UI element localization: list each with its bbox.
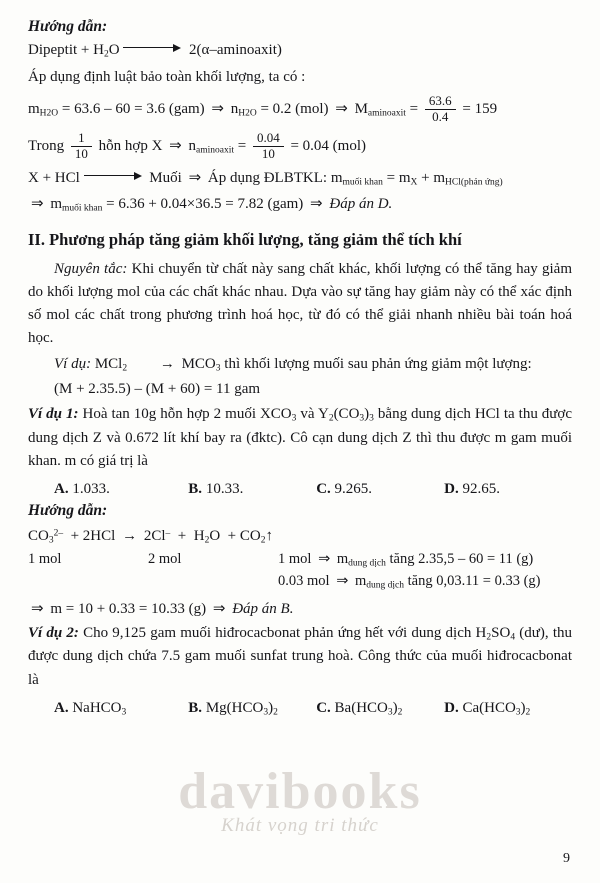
eq-text: = 63.6 – 60 = 3.6 (gam)	[61, 101, 205, 118]
answer-option-a[interactable]: A. 1.033.	[54, 481, 110, 498]
problem-text: (CO	[333, 406, 360, 423]
eq-text: Muối	[149, 170, 182, 187]
vidu1-problem	[28, 403, 572, 473]
eq-text: = 159	[462, 101, 498, 118]
principle-paragraph	[28, 258, 572, 351]
answer-option-d[interactable]: D. $Ca(HCO_3)_2$	[444, 699, 531, 718]
eq-sub: dung dịch	[366, 580, 404, 591]
eq-text: = 0.04 (mol)	[290, 138, 366, 155]
implies-arrow-icon: ⇒	[336, 573, 349, 590]
eq-text: n	[230, 101, 239, 118]
page-number: 9	[563, 851, 570, 866]
right-arrow-icon: →	[159, 355, 175, 372]
vidu1-final-line	[28, 599, 572, 618]
problem-text: bằng dung dịch HCl ta thu được dung dịch Z và 0.672 lít khí bay ra (đktc). Cô cạn dung dịch Z thì thu được m gam muối khan. m có giá trị là	[28, 406, 573, 469]
example-delta-line: (M + 2.35.5) – (M + 60) = 11 gam	[54, 380, 261, 397]
eq-text: Trong	[28, 138, 65, 155]
implies-arrow-icon: ⇒	[31, 600, 44, 617]
eq-text: Dipeptit + H	[28, 42, 104, 58]
eq-text: O	[209, 528, 221, 545]
long-arrow-icon	[84, 171, 146, 180]
eq-text: m	[50, 195, 62, 212]
eq-text: m = 10 + 0.33 = 10.33 (g)	[50, 600, 207, 617]
eq-text: tăng 0,03.11 = 0.33 (g)	[407, 573, 541, 590]
long-arrow-icon	[123, 43, 185, 52]
answer-option-d[interactable]: D. 92.65.	[444, 481, 500, 498]
fraction-one-tenth	[71, 131, 92, 162]
eq-text: = 6.36 + 0.04×36.5 = 7.82 (gam)	[106, 195, 304, 212]
implies-arrow-icon: ⇒	[211, 101, 224, 118]
problem-text: (dư), thu được dung dịch chứa 7.5 gam muối sunfat trung hoà. Công thức của muối hiđrocacbonat là	[28, 624, 572, 688]
eq-text: = m	[386, 170, 411, 187]
eq-sub: 2	[260, 535, 266, 546]
equation-salt-mass	[28, 194, 572, 214]
eq-sub: 2	[103, 49, 109, 60]
implies-arrow-icon: ⇒	[188, 170, 202, 187]
equation-x-hcl	[28, 168, 572, 188]
mol-value: 2 mol	[148, 550, 182, 567]
eq-text: Áp dụng ĐLBTKL:	[207, 170, 328, 187]
eq-text: +	[177, 528, 187, 545]
answer-option-c[interactable]: C. 9.265.	[316, 481, 373, 498]
eq-text: X + HCl	[28, 170, 80, 187]
mol-delta	[278, 551, 572, 569]
mol-row-1	[28, 551, 572, 569]
eq-sub: 2	[204, 535, 210, 546]
fraction-004-over-10	[253, 131, 284, 162]
fraction-denominator: 0.4	[432, 109, 449, 125]
example-line	[28, 353, 572, 376]
problem-text: Cho 9,125 gam muối hiđrocacbonat phản ứng hết với dung dịch H	[83, 624, 487, 641]
equation-dipeptit	[28, 42, 572, 60]
eq-sub: 3	[291, 413, 297, 424]
answer-option-a[interactable]: A. NaHCO$_3$	[54, 699, 127, 718]
answer-option-c[interactable]: C. $Ba(HCO_3)_2$	[316, 699, 403, 718]
eq-text: 2Cl	[143, 528, 166, 545]
equation-mass-water: $m_{H2O} = 63.6 - 60 = 3.6$ (gam) ⇒ $n_{H2O} = 0.2$ (mol) ⇒ $M_{aminoaxit}$ = $\frac{63.6}{0.4}$ = 159	[28, 93, 498, 125]
eq-sup: –	[165, 528, 171, 539]
eq-sub: dung dịch	[348, 558, 386, 569]
eq-sub: 2	[122, 363, 128, 374]
eq-sub: H2O	[39, 108, 59, 119]
eq-sub: 3	[48, 535, 54, 546]
principle-label: Nguyên tắc:	[54, 260, 128, 277]
mol-value: 1 mol	[278, 550, 312, 567]
implies-arrow-icon: ⇒	[310, 195, 323, 212]
vidu1-label: Ví dụ 1:	[28, 406, 79, 423]
section-heading-2: II. Phương pháp tăng giảm khối lượng, tăng giảm thể tích khí	[28, 229, 462, 249]
eq-sub: H2O	[238, 108, 257, 119]
eq-sub: 3	[369, 413, 374, 424]
eq-text: m	[28, 101, 40, 118]
eq-text: H	[193, 528, 205, 545]
mol-value: 1 mol	[28, 550, 62, 567]
fraction-denominator: 10	[261, 146, 275, 162]
implies-arrow-icon: ⇒	[31, 195, 44, 212]
right-arrow-icon: →	[122, 528, 138, 545]
equation-fraction-mixture: Trong $\frac{1}{10}$ hỗn hợp X ⇒ $n_{aminoaxit}$ = $\frac{0.04}{10}$ = 0.04 (mol)	[28, 130, 366, 162]
problem-text: và Y	[300, 406, 329, 423]
eq-text: m	[354, 573, 367, 590]
guide-heading-1: Hướng dẫn:	[28, 18, 108, 35]
eq-sub: X	[410, 177, 418, 188]
eq-text: + CO	[227, 528, 261, 545]
answer-option-b[interactable]: B. $Mg(HCO_3)_2$	[188, 699, 278, 718]
eq-text: m	[336, 550, 349, 567]
eq-sub: 3	[359, 413, 365, 424]
eq-text: n	[188, 138, 196, 155]
eq-text: m	[330, 170, 343, 187]
eq-sub: 3	[215, 363, 221, 374]
guide-line-conservation: Áp dụng định luật bảo toàn khối lượng, ta có :	[28, 68, 306, 85]
eq-text: MCO	[181, 355, 216, 372]
fraction-denominator: 10	[74, 146, 88, 162]
implies-arrow-icon: ⇒	[318, 550, 331, 567]
vidu2-label: Ví dụ 2:	[28, 624, 79, 641]
implies-arrow-icon: ⇒	[335, 101, 348, 118]
eq-sup: 2–	[53, 528, 64, 539]
problem-text: Hoà tan 10g hỗn hợp 2 muối XCO	[82, 406, 292, 423]
eq-sub: muối khan	[62, 203, 103, 214]
example-label: Ví dụ:	[54, 355, 92, 372]
eq-text: + m	[421, 170, 446, 187]
implies-arrow-icon: ⇒	[212, 600, 226, 617]
eq-sub: aminoaxit	[367, 108, 406, 119]
equation-carbonate	[28, 528, 572, 546]
answer-key-text: Đáp án D.	[329, 195, 393, 212]
eq-sub: aminoaxit	[195, 145, 234, 156]
eq-sub: 4	[510, 632, 516, 643]
eq-text: + 2HCl	[70, 528, 116, 545]
eq-text: tăng 2.35,5 – 60 = 11 (g)	[389, 550, 534, 567]
vidu2-problem	[28, 622, 572, 692]
fraction-numerator: 63.6	[425, 94, 456, 110]
implies-arrow-icon: ⇒	[169, 138, 182, 155]
mol-row-2	[28, 573, 572, 591]
eq-text: hỗn hợp X	[98, 138, 163, 155]
eq-sub: muối khan	[342, 177, 383, 188]
problem-text: )	[364, 406, 370, 423]
problem-text: SO	[491, 624, 511, 641]
fraction-numerator: 1	[71, 131, 92, 147]
eq-text: CO	[28, 528, 49, 545]
eq-sub: 2	[486, 632, 492, 643]
answer-option-b[interactable]: B. 10.33.	[188, 481, 244, 498]
guide-heading-2: Hướng dẫn:	[28, 502, 108, 520]
eq-text: = 0.2 (mol)	[260, 101, 329, 118]
principle-text: Khi chuyển từ chất này sang chất khác, khối lượng có thể tăng hay giảm do khối lượng mol của các chất khác nhau. Dựa vào sự tăng hay giảm này có thể xác định số mol các chất trong phương trình hoá học, từ đó có thể giải nhanh nhiều bài toán hoá học.	[28, 260, 573, 347]
mol-value: 0.03 mol	[278, 573, 330, 590]
eq-text: 2(α–aminoaxit)	[189, 42, 282, 58]
eq-text: thì khối lượng muối sau phản ứng giảm một lượng:	[224, 355, 532, 372]
answer-key-text: Đáp án B.	[232, 600, 294, 617]
watermark-logo-text: davibooks	[178, 763, 422, 820]
up-arrow-icon: ↑	[265, 528, 273, 545]
fraction-numerator: 0.04	[253, 131, 284, 147]
fraction-mass-over-mol	[425, 94, 456, 125]
eq-sub: 2	[328, 413, 334, 424]
eq-text: O	[108, 42, 120, 58]
eq-text: M	[354, 101, 368, 118]
eq-sub: HCl(phản ứng)	[445, 177, 503, 188]
watermark	[0, 762, 600, 837]
watermark-slogan: Khát vọng tri thức	[221, 815, 379, 836]
eq-text: MCl	[94, 355, 123, 372]
vidu2-answer-row	[28, 700, 572, 718]
vidu1-answer-row	[28, 481, 572, 498]
